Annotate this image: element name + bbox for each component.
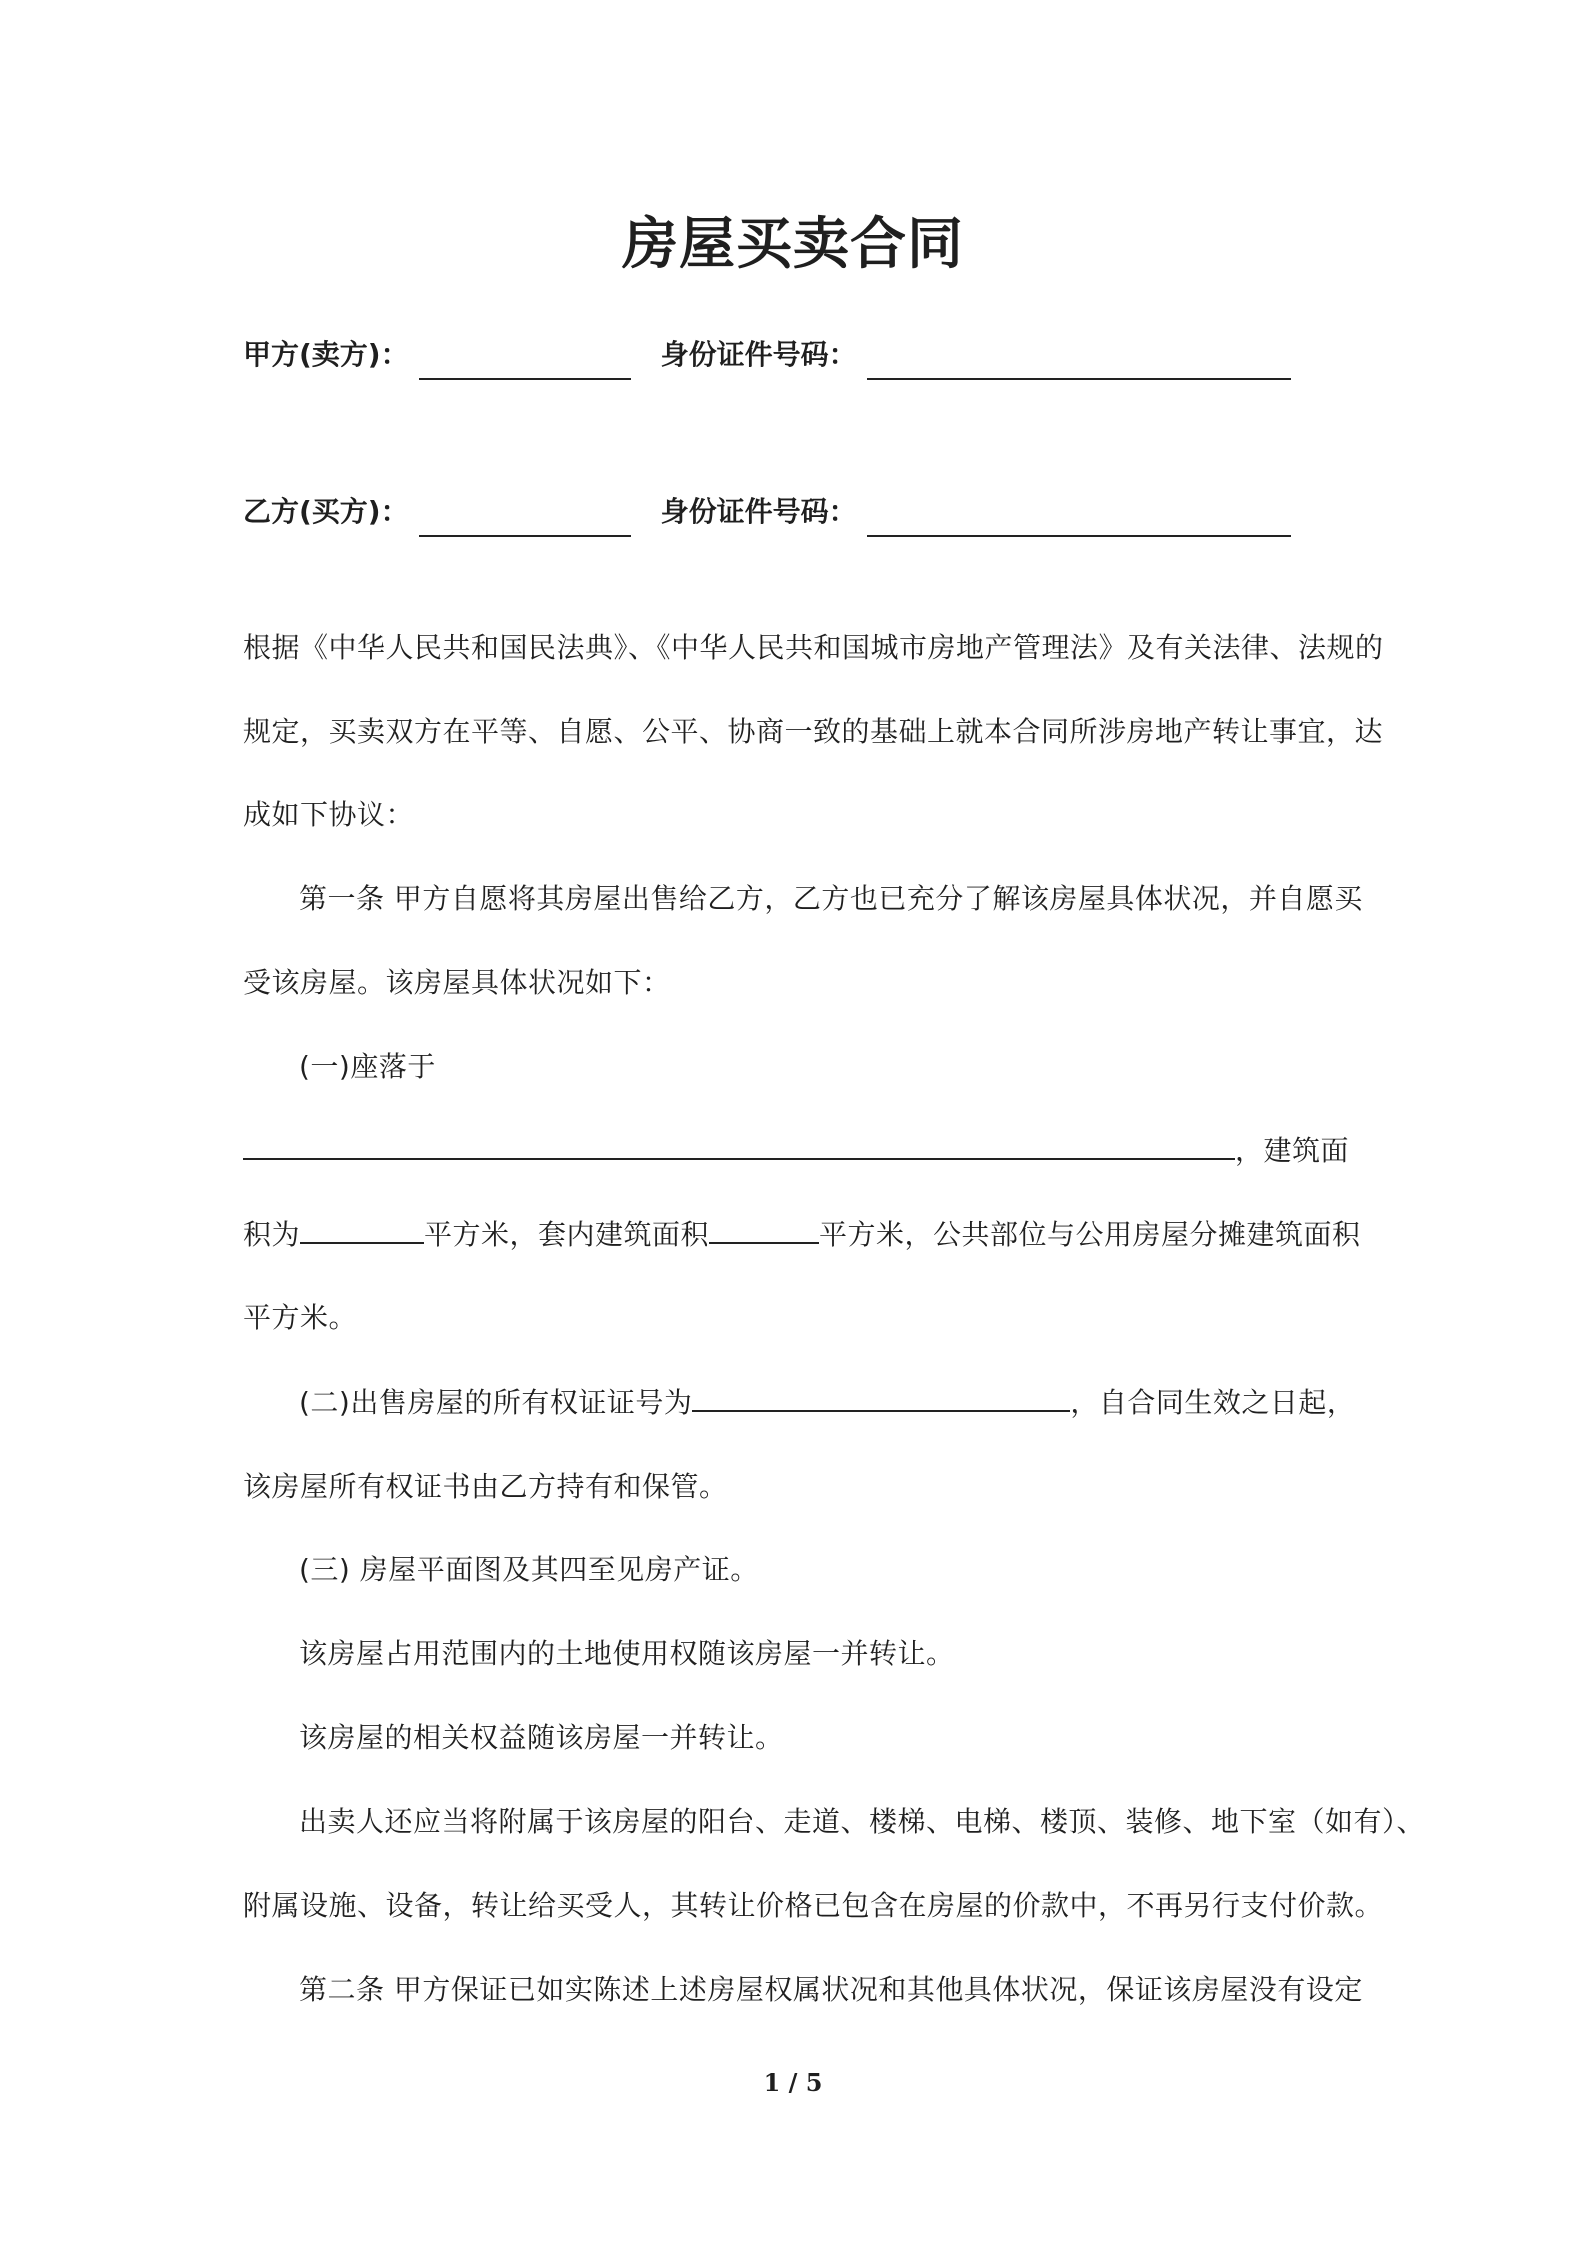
- inner-area-blank: [709, 1220, 819, 1244]
- item-2-line: (二)出售房屋的所有权证证号为 ，自合同生效之日起，: [299, 1386, 1356, 1419]
- document-title: 房屋买卖合同: [622, 212, 964, 277]
- article-2-line: 第二条 甲方保证已如实陈述上述房屋权属状况和其他具体状况，保证该房屋没有设定: [299, 1973, 1363, 2006]
- preamble-line: 根据《中华人民共和国民法典》、《中华人民共和国城市房地产管理法》及有关法律、法规的: [243, 631, 1384, 664]
- item-3-line: (三) 房屋平面图及其四至见房产证。: [299, 1553, 759, 1586]
- area-blank: [300, 1220, 424, 1244]
- article-1-line: 第一条 甲方自愿将其房屋出售给乙方，乙方也已充分了解该房屋具体状况，并自愿买: [299, 882, 1363, 915]
- preamble-line: 规定，买卖双方在平等、自愿、公平、协商一致的基础上就本合同所涉房地产转让事宜，达: [243, 715, 1384, 748]
- party-b-row: [243, 487, 1291, 537]
- item-2-line: 该房屋所有权证书由乙方持有和保管。: [243, 1470, 728, 1503]
- preamble-line: 成如下协议：: [243, 798, 415, 831]
- party-a-row: [243, 330, 1291, 380]
- party-a-id-label: 身份证件号码：: [660, 338, 857, 371]
- certificate-number-blank: [692, 1388, 1070, 1412]
- land-use-line: 该房屋占用范围内的土地使用权随该房屋一并转让。: [299, 1637, 955, 1670]
- item-1-address-line: ，建筑面: [243, 1131, 1349, 1171]
- party-a-id-blank: [867, 352, 1291, 380]
- item-1-label: (一)座落于: [299, 1050, 436, 1083]
- party-b-label: 乙方(买方)：: [243, 495, 409, 528]
- address-blank: [243, 1136, 1235, 1160]
- rights-line: 该房屋的相关权益随该房屋一并转让。: [299, 1721, 784, 1754]
- attachment-line: 出卖人还应当将附属于该房屋的阳台、走道、楼梯、电梯、楼顶、装修、地下室（如有）、: [299, 1805, 1426, 1838]
- attachment-line: 附属设施、设备，转让给买受人，其转让价格已包含在房屋的价款中，不再另行支付价款。: [243, 1889, 1384, 1922]
- party-b-name-blank: [419, 509, 631, 537]
- article-1-line: 受该房屋。该房屋具体状况如下：: [243, 966, 671, 999]
- item-1-area-end: 平方米。: [243, 1301, 358, 1334]
- party-a-name-blank: [419, 352, 631, 380]
- page-indicator: 1 / 5: [763, 2068, 823, 2097]
- item-1-area-line: 积为 平方米，套内建筑面积 平方米，公共部位与公用房屋分摊建筑面积: [243, 1218, 1361, 1251]
- party-a-label: 甲方(卖方)：: [243, 338, 409, 371]
- party-b-id-label: 身份证件号码：: [660, 495, 857, 528]
- party-b-id-blank: [867, 509, 1291, 537]
